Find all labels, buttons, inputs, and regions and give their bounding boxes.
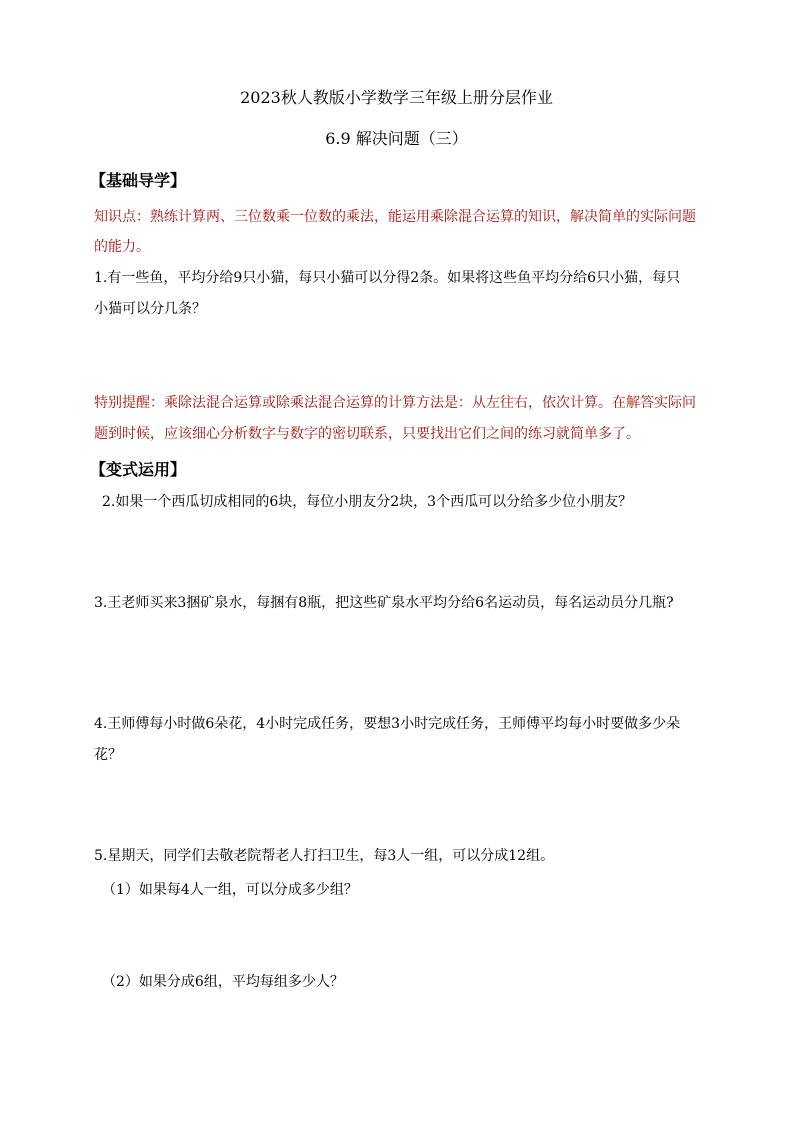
section-heading-variant: 【变式运用】 [90, 460, 187, 479]
question-1-line-2: 小猫可以分几条？ [94, 301, 206, 317]
question-4-line-2: 花？ [94, 747, 122, 763]
reminder-line-1: 特别提醒：乘除法混合运算或除乘法混合运算的计算方法是：从左往右，依次计算。在解答实际问 [94, 395, 696, 411]
question-2: 2.如果一个西瓜切成相同的6块，每位小朋友分2块，3个西瓜可以分给多少位小朋友？ [102, 494, 633, 510]
knowledge-point-line-2: 的能力。 [94, 239, 150, 255]
reminder-line-2: 题到时候，应该细心分析数字与数字的密切联系，只要找出它们之间的练习就简单多了。 [94, 426, 640, 442]
worksheet-title: 2023秋人教版小学数学三年级上册分层作业 [240, 88, 553, 107]
question-4-line-1: 4.王师傅每小时做6朵花，4小时完成任务，要想3小时完成任务，王师傅平均每小时要做多少朵 [94, 716, 681, 732]
question-5-part-1: （1）如果每4人一组，可以分成多少组？ [102, 882, 358, 898]
knowledge-point-line-1: 知识点：熟练计算两、三位数乘一位数的乘法，能运用乘除混合运算的知识，解决简单的实际问题 [94, 209, 696, 225]
section-heading-basic: 【基础导学】 [90, 171, 187, 190]
question-1-line-1: 1.有一些鱼，平均分给9只小猫，每只小猫可以分得2条。如果将这些鱼平均分给6只小猫，每只 [94, 270, 681, 286]
question-3: 3.王老师买来3捆矿泉水，每捆有8瓶，把这些矿泉水平均分给6名运动员，每名运动员分几瓶? [94, 595, 674, 611]
lesson-title: 6.9 解决问题（三） [325, 129, 468, 148]
question-5: 5.星期天，同学们去敬老院帮老人打扫卫生，每3人一组，可以分成12组。 [94, 848, 555, 864]
question-5-part-2: （2）如果分成6组，平均每组多少人？ [102, 974, 344, 990]
